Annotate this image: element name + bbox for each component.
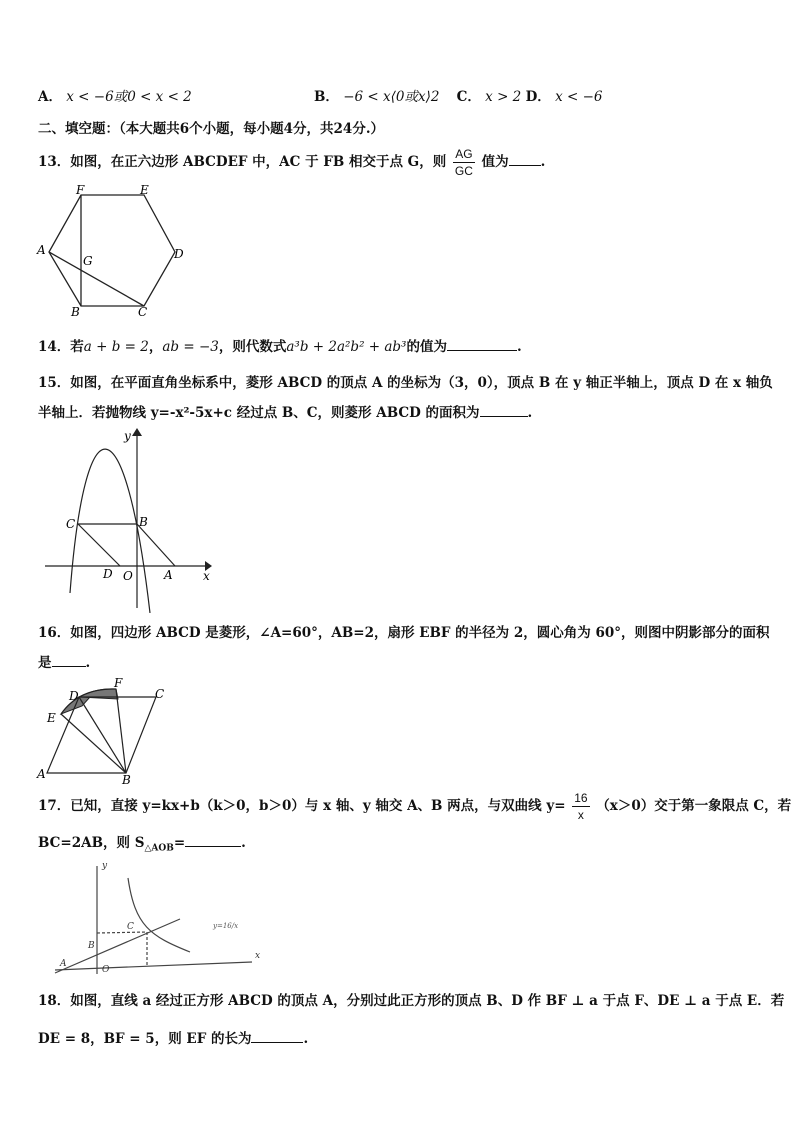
label-e: E — [140, 183, 149, 197]
q16-line2 — [38, 654, 90, 672]
x-axis — [55, 962, 252, 970]
q13-hexagon-figure — [34, 182, 194, 322]
q18-end: . — [303, 1031, 309, 1047]
hyperbola — [128, 878, 190, 952]
label-a: A — [60, 959, 67, 969]
q14-comma: ， — [148, 339, 163, 355]
label-a: A — [164, 568, 173, 582]
q17-line1 — [38, 788, 791, 824]
segment-cd — [78, 524, 120, 566]
y-axis-arrow — [132, 428, 142, 436]
radius-be — [61, 714, 126, 773]
q13-text — [38, 146, 545, 178]
q17-line2-post: = — [173, 835, 186, 851]
q15-line2 — [38, 404, 532, 422]
q17-line2-pre: BC=2AB，则 S — [38, 835, 145, 851]
section-title: 二、填空题：（本大题共6个小题，每小题4分，共24分.） — [38, 121, 385, 137]
label-b: B — [88, 941, 95, 951]
q14-expression: a³b + 2a²b² + ab³ — [286, 339, 407, 355]
label-b: B — [71, 305, 80, 319]
q13-end: . — [540, 154, 546, 170]
label-curve: y=16/x — [213, 922, 239, 930]
q13-fraction-den: GC — [454, 164, 473, 178]
q16-rhombus-figure — [34, 676, 174, 786]
q14-answer-blank[interactable] — [447, 338, 517, 351]
label-o: O — [102, 965, 110, 975]
q18-line2-pre: DE = 8，BF = 5，则 EF 的长为 — [38, 1031, 252, 1047]
q12-option-b-label: B． — [314, 89, 339, 105]
q18-answer-blank[interactable] — [251, 1030, 303, 1043]
q13-post: 值为 — [481, 154, 509, 170]
q15-line1: 15．如图，在平面直角坐标系中，菱形 ABCD 的顶点 A 的坐标为（3，0），顶点 B 在 y 轴正半轴上，顶点 D 在 x 轴负 — [38, 375, 773, 391]
label-y: y — [124, 429, 131, 443]
label-c: C — [138, 305, 148, 319]
label-a: A — [37, 767, 46, 781]
q12-option-a-text: x < −6或0 < x < 2 — [66, 89, 192, 105]
q16-line1: 16．如图，四边形 ABCD 是菱形，∠A=60°，AB=2，扇形 EBF 的半径为 2，圆心角为 60°，则图中阴影部分的面积 — [38, 625, 770, 641]
label-o: O — [123, 569, 133, 583]
q12-options-row — [38, 88, 192, 106]
dashed-horizontal-c — [97, 932, 147, 933]
q13-fraction — [453, 146, 475, 179]
q12-options-row-right — [314, 88, 603, 106]
label-d: D — [174, 247, 184, 261]
q18-line1: 18．如图，直线 a 经过正方形 ABCD 的顶点 A，分别过此正方形的顶点 B、D 作 BF ⊥ a 于点 F、DE ⊥ a 于点 E．若 — [38, 993, 785, 1009]
label-d: D — [69, 689, 79, 703]
q14-pre: 14．若 — [38, 339, 84, 355]
q18-line2 — [38, 1030, 308, 1048]
segment-ac — [49, 252, 144, 306]
label-x: x — [255, 951, 261, 961]
label-f: F — [76, 183, 85, 197]
q16-end: . — [85, 655, 91, 671]
q13-answer-blank[interactable] — [509, 153, 541, 166]
q12-option-b-text: −6 < x⟨0或x⟩2 — [343, 89, 440, 105]
q17-fraction-num: 16 — [574, 791, 588, 805]
hexagon-outline — [49, 195, 175, 306]
q17-line2 — [38, 834, 246, 858]
q17-pre: 17．已知，直接 y=kx+b（k＞0，b＞0）与 x 轴、y 轴交 A、B 两点，与双曲线 y= — [38, 798, 566, 814]
radius-bf — [116, 689, 126, 773]
q12-option-d-text: x < −6 — [555, 89, 603, 105]
label-b: B — [122, 773, 131, 786]
line-ab — [55, 919, 180, 973]
diagonal-db — [79, 697, 126, 773]
label-b: B — [139, 515, 148, 529]
q15-answer-blank[interactable] — [480, 404, 528, 417]
q16-answer-blank[interactable] — [52, 654, 86, 667]
q14-post: 的值为 — [406, 339, 447, 355]
label-c: C — [155, 687, 165, 701]
label-c: C — [127, 922, 134, 932]
q17-subscript: △AOB — [144, 843, 174, 854]
q13-fraction-num: AG — [453, 146, 475, 163]
parabola — [70, 449, 150, 613]
label-x: x — [203, 569, 210, 583]
q13-pre: 13．如图，在正六边形 ABCDEF 中，AC 于 FB 相交于点 G，则 — [38, 154, 447, 170]
label-c: C — [66, 517, 76, 531]
rhombus-outline — [47, 697, 156, 773]
q14-end: . — [516, 339, 522, 355]
q15-line2-text: 半轴上．若抛物线 y=-x²-5x+c 经过点 B、C，则菱形 ABCD 的面积为 — [38, 405, 480, 421]
q17-post: （x＞0）交于第一象限点 C，若 — [596, 798, 792, 814]
label-f: F — [114, 676, 123, 690]
q16-line2-text: 是 — [38, 655, 52, 671]
q17-fraction — [572, 790, 589, 823]
label-d: D — [103, 567, 113, 581]
label-g: G — [83, 254, 93, 268]
q14-text — [38, 338, 522, 356]
q17-hyperbola-figure — [50, 856, 270, 978]
q15-end: . — [527, 405, 533, 421]
q12-option-c-label: C． — [456, 89, 481, 105]
label-a: A — [37, 243, 46, 257]
q17-fraction-den: x — [577, 808, 584, 822]
q12-option-c-text: x > 2 — [485, 89, 522, 105]
q14-cond1: a + b = 2 — [83, 339, 149, 355]
label-y: y — [102, 861, 108, 871]
q15-parabola-figure — [40, 428, 220, 613]
q17-end: . — [241, 835, 246, 851]
q17-answer-blank[interactable] — [185, 834, 241, 847]
q14-mid: ，则代数式 — [218, 339, 287, 355]
q12-option-d-label: D． — [525, 89, 551, 105]
q14-cond2: ab = −3 — [162, 339, 219, 355]
q12-option-a-label: A． — [38, 89, 62, 105]
label-e: E — [47, 711, 56, 725]
